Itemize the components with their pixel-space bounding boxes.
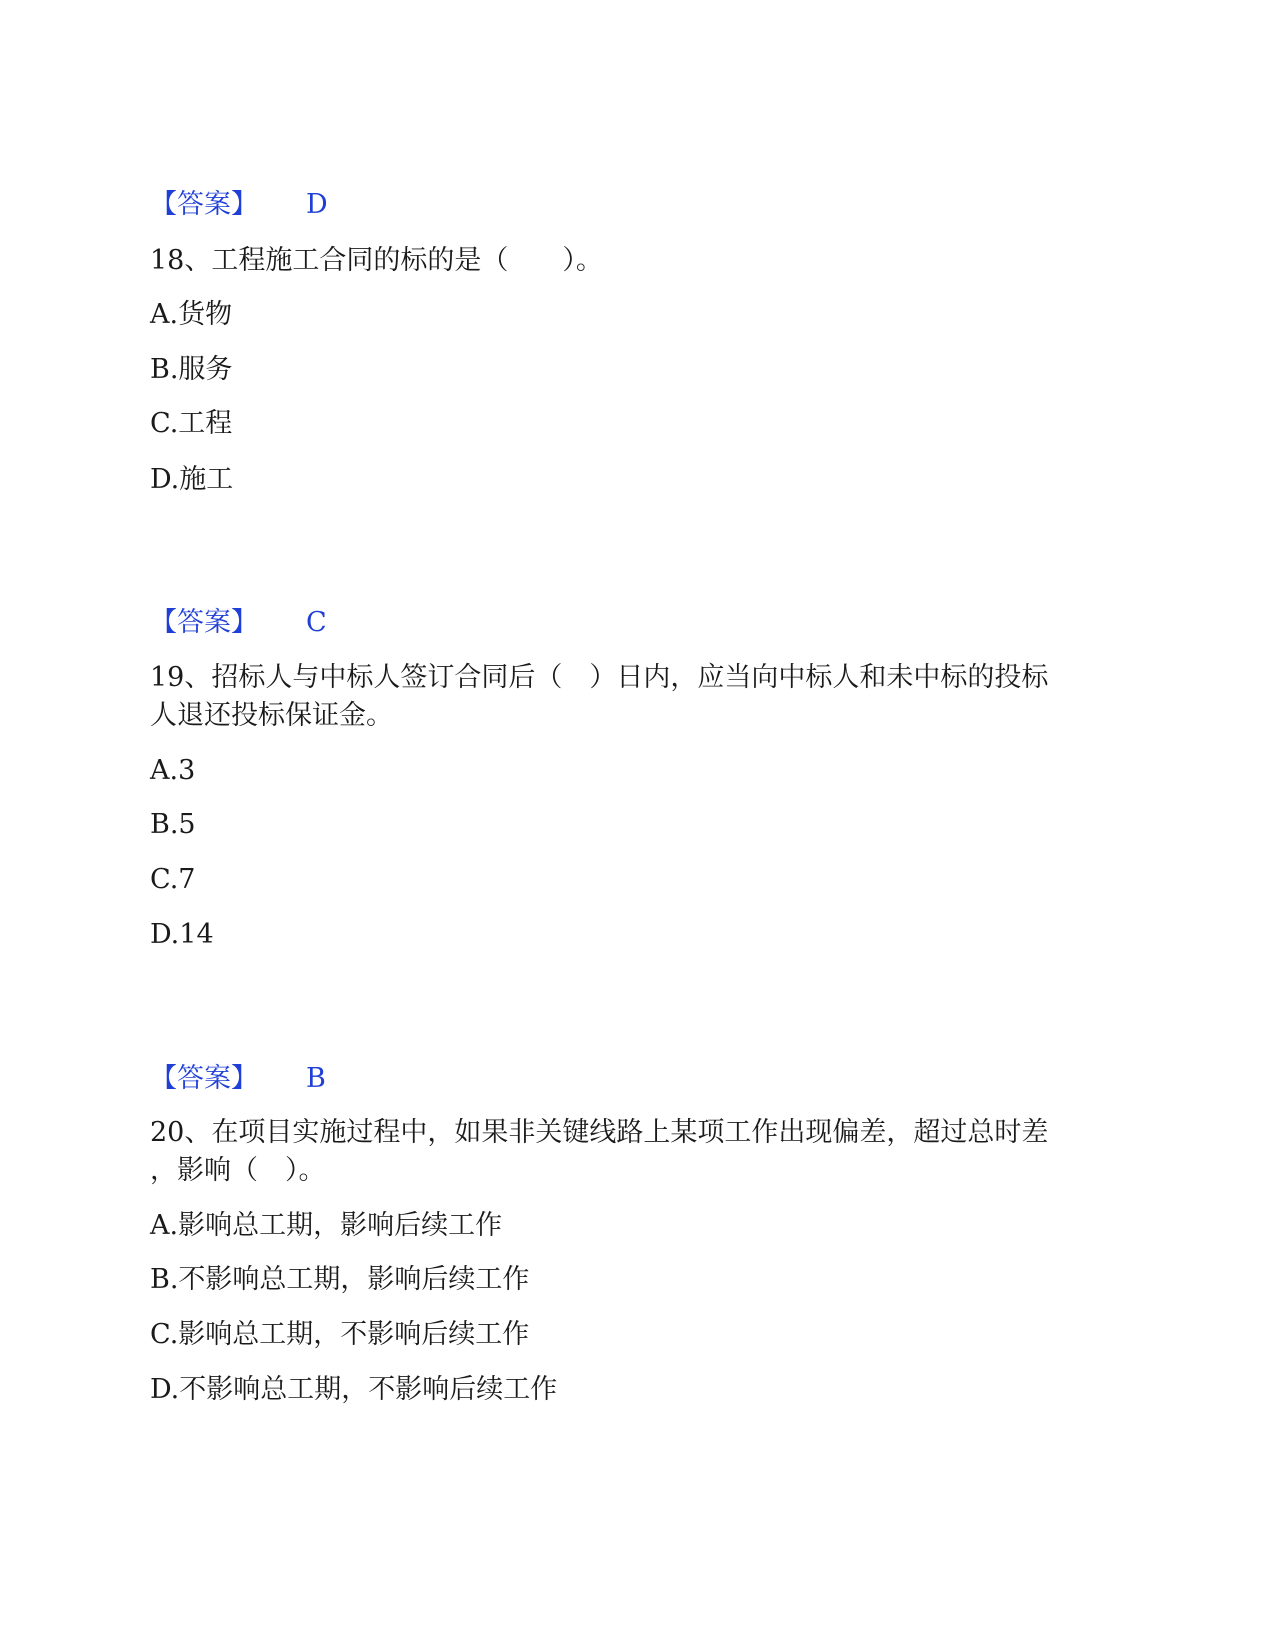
answer-value: D bbox=[306, 189, 328, 220]
answer-value: B bbox=[306, 1063, 326, 1094]
question-20-stem-line1: 20、在项目实施过程中，如果非关键线路上某项工作出现偏差，超过总时差 bbox=[150, 1117, 1049, 1148]
question-18-stem: 18、工程施工合同的标的是（ ）。 bbox=[150, 245, 603, 276]
question-20-option-a: A.影响总工期，影响后续工作 bbox=[150, 1210, 503, 1241]
question-20-option-d: D.不影响总工期，不影响后续工作 bbox=[150, 1374, 558, 1405]
answer-18 bbox=[150, 604, 327, 642]
question-20-option-c: C.影响总工期，不影响后续工作 bbox=[150, 1319, 530, 1350]
answer-19 bbox=[150, 1060, 326, 1098]
question-20-stem-line2: ，影响（ ）。 bbox=[150, 1155, 326, 1186]
question-20-option-b: B.不影响总工期，影响后续工作 bbox=[150, 1264, 530, 1295]
question-18-option-b: B.服务 bbox=[150, 354, 233, 385]
answer-label: 【答案】 bbox=[150, 189, 258, 220]
question-19-stem-line2: 人退还投标保证金。 bbox=[150, 700, 393, 731]
question-19-option-b: B.5 bbox=[150, 809, 196, 840]
question-19-option-d: D.14 bbox=[150, 919, 214, 950]
answer-17 bbox=[150, 186, 328, 224]
question-19-option-c: C.7 bbox=[150, 864, 196, 895]
question-18-option-c: C.工程 bbox=[150, 408, 233, 439]
question-19-stem-line1: 19、招标人与中标人签订合同后（ ）日内，应当向中标人和未中标的投标 bbox=[150, 662, 1049, 693]
question-18-option-a: A.货物 bbox=[150, 299, 233, 330]
question-19-option-a: A.3 bbox=[150, 755, 196, 786]
answer-label: 【答案】 bbox=[150, 1063, 258, 1094]
answer-label: 【答案】 bbox=[150, 607, 258, 638]
answer-value: C bbox=[306, 607, 327, 638]
question-18-option-d: D.施工 bbox=[150, 464, 234, 495]
